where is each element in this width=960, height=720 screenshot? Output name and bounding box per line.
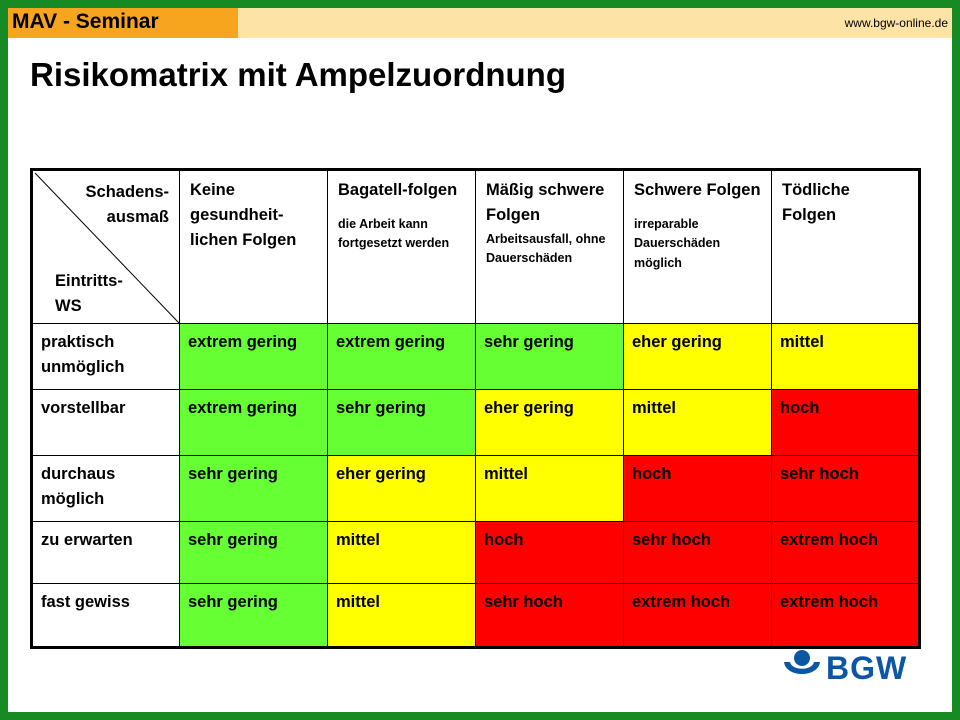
column-header: Tödliche Folgen	[772, 170, 920, 324]
matrix-row	[32, 324, 920, 390]
risk-cell: mittel	[772, 324, 920, 390]
risk-cell: extrem hoch	[772, 584, 920, 648]
probability-axis-label: Eintritts- WS	[55, 272, 123, 315]
risk-cell: mittel	[476, 456, 624, 522]
risk-cell: sehr gering	[180, 522, 328, 584]
header-bar	[8, 8, 952, 38]
matrix-row	[32, 456, 920, 522]
risk-cell: extrem gering	[180, 390, 328, 456]
risk-cell: eher gering	[328, 456, 476, 522]
risk-matrix	[30, 168, 921, 649]
risk-cell: extrem hoch	[772, 522, 920, 584]
risk-cell: hoch	[772, 390, 920, 456]
risk-cell: sehr hoch	[772, 456, 920, 522]
column-header: Schwere Folgen irreparable Dauerschäden möglich	[624, 170, 772, 324]
risk-cell: sehr gering	[476, 324, 624, 390]
column-header: Bagatell-folgen die Arbeit kann fortgesetzt werden	[328, 170, 476, 324]
risk-cell: eher gering	[624, 324, 772, 390]
risk-cell: hoch	[476, 522, 624, 584]
risk-cell: sehr hoch	[476, 584, 624, 648]
bgw-logo	[778, 644, 908, 694]
risk-cell: hoch	[624, 456, 772, 522]
row-label: praktisch unmöglich	[32, 324, 180, 390]
risk-cell: extrem gering	[328, 324, 476, 390]
corner-cell	[32, 170, 180, 324]
risk-cell: sehr hoch	[624, 522, 772, 584]
risk-cell: mittel	[328, 522, 476, 584]
risk-cell: sehr gering	[180, 584, 328, 648]
risk-cell: extrem hoch	[624, 584, 772, 648]
page-title: Risikomatrix mit Ampelzuordnung	[30, 56, 566, 93]
column-header: Mäßig schwere Folgen Arbeitsausfall, ohne Dauerschäden	[476, 170, 624, 324]
severity-axis-label: Schadens- ausmaß	[85, 183, 169, 226]
matrix-row	[32, 584, 920, 648]
bgw-logo-icon	[778, 644, 826, 692]
column-header: Keine gesundheit-lichen Folgen	[180, 170, 328, 324]
logo-text: BGW	[826, 650, 908, 686]
website-url[interactable]: www.bgw-online.de	[844, 16, 948, 30]
row-label: fast gewiss	[32, 584, 180, 648]
row-label: durchaus möglich	[32, 456, 180, 522]
row-label: vorstellbar	[32, 390, 180, 456]
risk-cell: sehr gering	[180, 456, 328, 522]
risk-cell: extrem gering	[180, 324, 328, 390]
seminar-title: MAV - Seminar	[12, 10, 159, 33]
risk-cell: mittel	[624, 390, 772, 456]
risk-cell: mittel	[328, 584, 476, 648]
header-row	[32, 170, 920, 324]
row-label: zu erwarten	[32, 522, 180, 584]
column-subtext: Arbeitsausfall, ohne Dauerschäden	[486, 231, 606, 265]
matrix-row	[32, 390, 920, 456]
risk-cell: eher gering	[476, 390, 624, 456]
risk-cell: sehr gering	[328, 390, 476, 456]
slide	[8, 8, 952, 712]
column-subtext: irreparable Dauerschäden möglich	[634, 216, 721, 270]
column-subtext: die Arbeit kann fortgesetzt werden	[338, 216, 450, 251]
matrix-row	[32, 522, 920, 584]
